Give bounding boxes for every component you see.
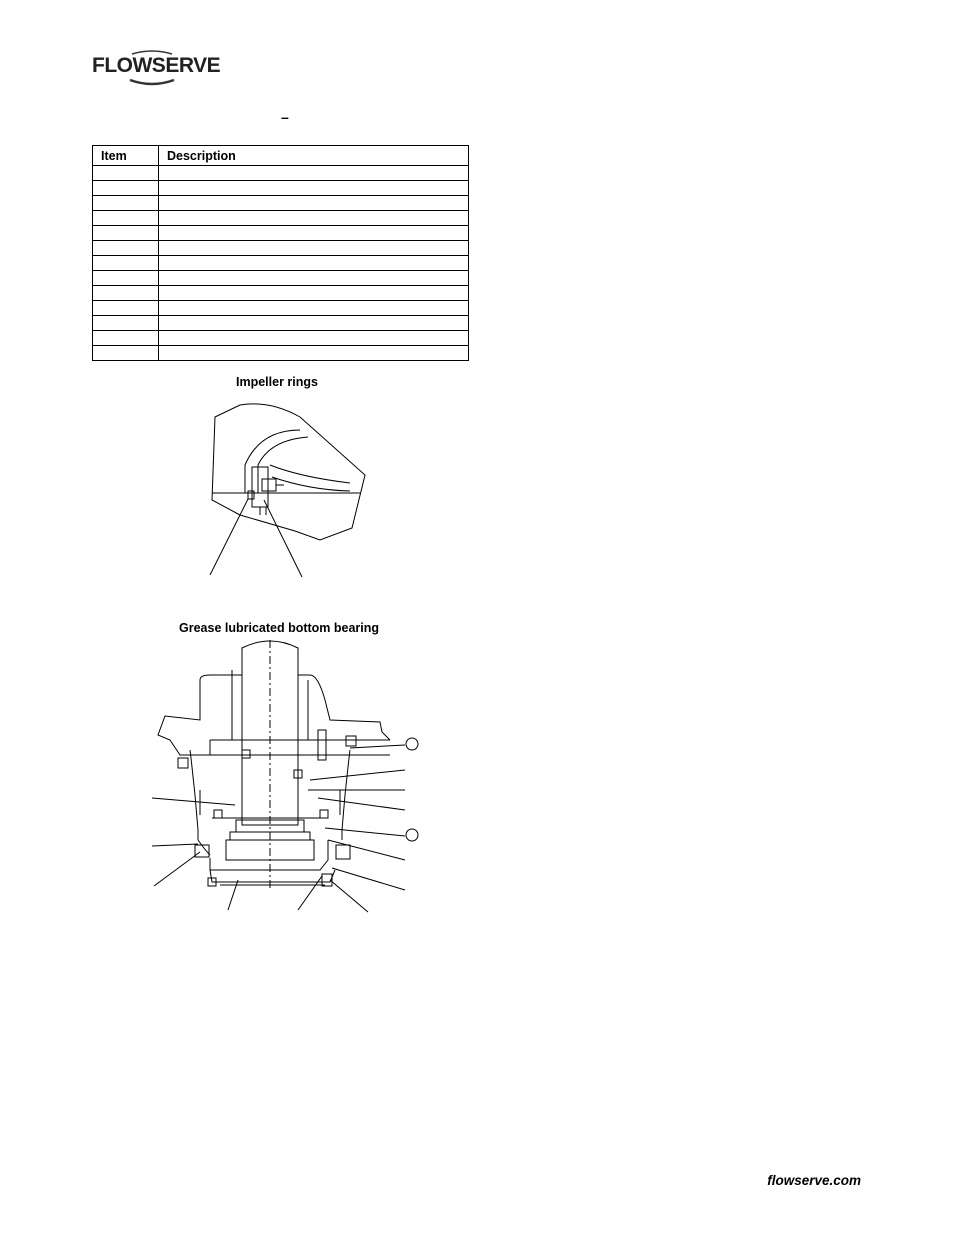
description-cell [159, 256, 469, 271]
table-row [93, 211, 469, 226]
description-cell [159, 226, 469, 241]
item-cell [93, 226, 159, 241]
description-cell [159, 181, 469, 196]
description-cell [159, 346, 469, 361]
logo-wordmark: FLOWSERVE [92, 54, 221, 77]
table-row [93, 226, 469, 241]
description-cell [159, 286, 469, 301]
item-cell [93, 166, 159, 181]
footer-website[interactable]: flowserve.com [767, 1173, 861, 1188]
description-cell [159, 316, 469, 331]
column-header-item: Item [93, 146, 159, 166]
table-row [93, 196, 469, 211]
item-cell [93, 211, 159, 226]
item-cell [93, 286, 159, 301]
table-row [93, 301, 469, 316]
column-header-description: Description [159, 146, 469, 166]
item-cell [93, 331, 159, 346]
item-cell [93, 256, 159, 271]
table-row [93, 316, 469, 331]
description-cell [159, 211, 469, 226]
table-row [93, 166, 469, 181]
item-cell [93, 301, 159, 316]
item-cell [93, 316, 159, 331]
table-row [93, 286, 469, 301]
parts-table [92, 145, 469, 361]
description-cell [159, 196, 469, 211]
heading-dash: – [281, 109, 289, 125]
item-cell [93, 346, 159, 361]
description-cell [159, 331, 469, 346]
item-cell [93, 196, 159, 211]
grease-bearing-drawing [150, 640, 420, 915]
flowserve-logo [92, 50, 221, 90]
table-header-row [93, 146, 469, 166]
impeller-rings-caption: Impeller rings [236, 375, 318, 389]
table-row [93, 346, 469, 361]
description-cell [159, 241, 469, 256]
item-cell [93, 241, 159, 256]
description-cell [159, 271, 469, 286]
table-row [93, 271, 469, 286]
table-row [93, 331, 469, 346]
bearing-caption: Grease lubricated bottom bearing [179, 621, 380, 635]
item-cell [93, 271, 159, 286]
table-row [93, 241, 469, 256]
impeller-rings-drawing [200, 395, 380, 580]
table-row [93, 256, 469, 271]
table-row [93, 181, 469, 196]
description-cell [159, 166, 469, 181]
description-cell [159, 301, 469, 316]
table-body [93, 166, 469, 361]
item-cell [93, 181, 159, 196]
